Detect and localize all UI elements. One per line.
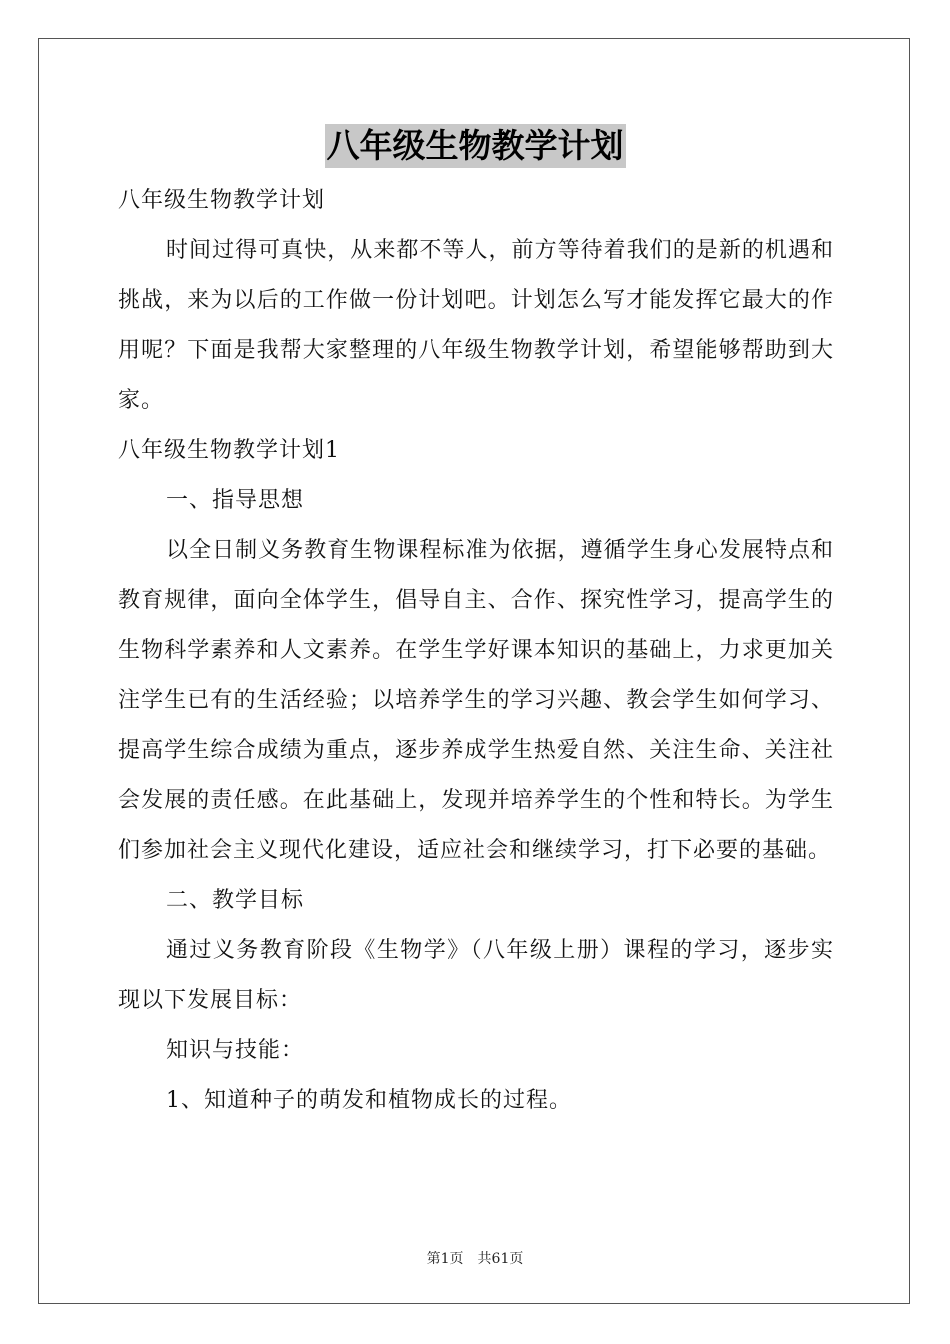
paragraph: 通过义务教育阶段《生物学》（八年级上册）课程的学习，逐步实现以下发展目标： [118, 938, 834, 1013]
page-total: 共61页 [477, 1251, 524, 1267]
title-area [0, 124, 950, 168]
paragraph: 一、指导思想 [166, 488, 305, 513]
document-body [118, 176, 834, 1126]
paragraph: 八年级生物教学计划1 [118, 438, 340, 463]
paragraph: 时间过得可真快，从来都不等人，前方等待着我们的是新的机遇和挑战，来为以后的工作做一份计划吧。计划怎么写才能发挥它最大的作用呢？下面是我帮大家整理的八年级生物教学计划，希望能够帮助到大家。 [118, 238, 834, 413]
paragraph: 知识与技能： [166, 1038, 305, 1063]
document-title: 八年级生物教学计划 [325, 124, 626, 168]
paragraph: 八年级生物教学计划 [118, 188, 326, 213]
page-number: 第1页 [426, 1251, 464, 1267]
page-footer [0, 1248, 950, 1268]
paragraph: 1、知道种子的萌发和植物成长的过程。 [166, 1088, 572, 1113]
paragraph: 以全日制义务教育生物课程标准为依据，遵循学生身心发展特点和教育规律，面向全体学生，倡导自主、合作、探究性学习，提高学生的生物科学素养和人文素养。在学生学好课本知识的基础上，力求更加关注学生已有的生活经验；以培养学生的学习兴趣、教会学生如何学习、提高学生综合成绩为重点，逐步养成学生热爱自然、关注生命、关注社会发展的责任感。在此基础上，发现并培养学生的个性和特长。为学生们参加社会主义现代化建设，适应社会和继续学习，打下必要的基础。 [118, 538, 834, 863]
paragraph: 二、教学目标 [166, 888, 305, 913]
